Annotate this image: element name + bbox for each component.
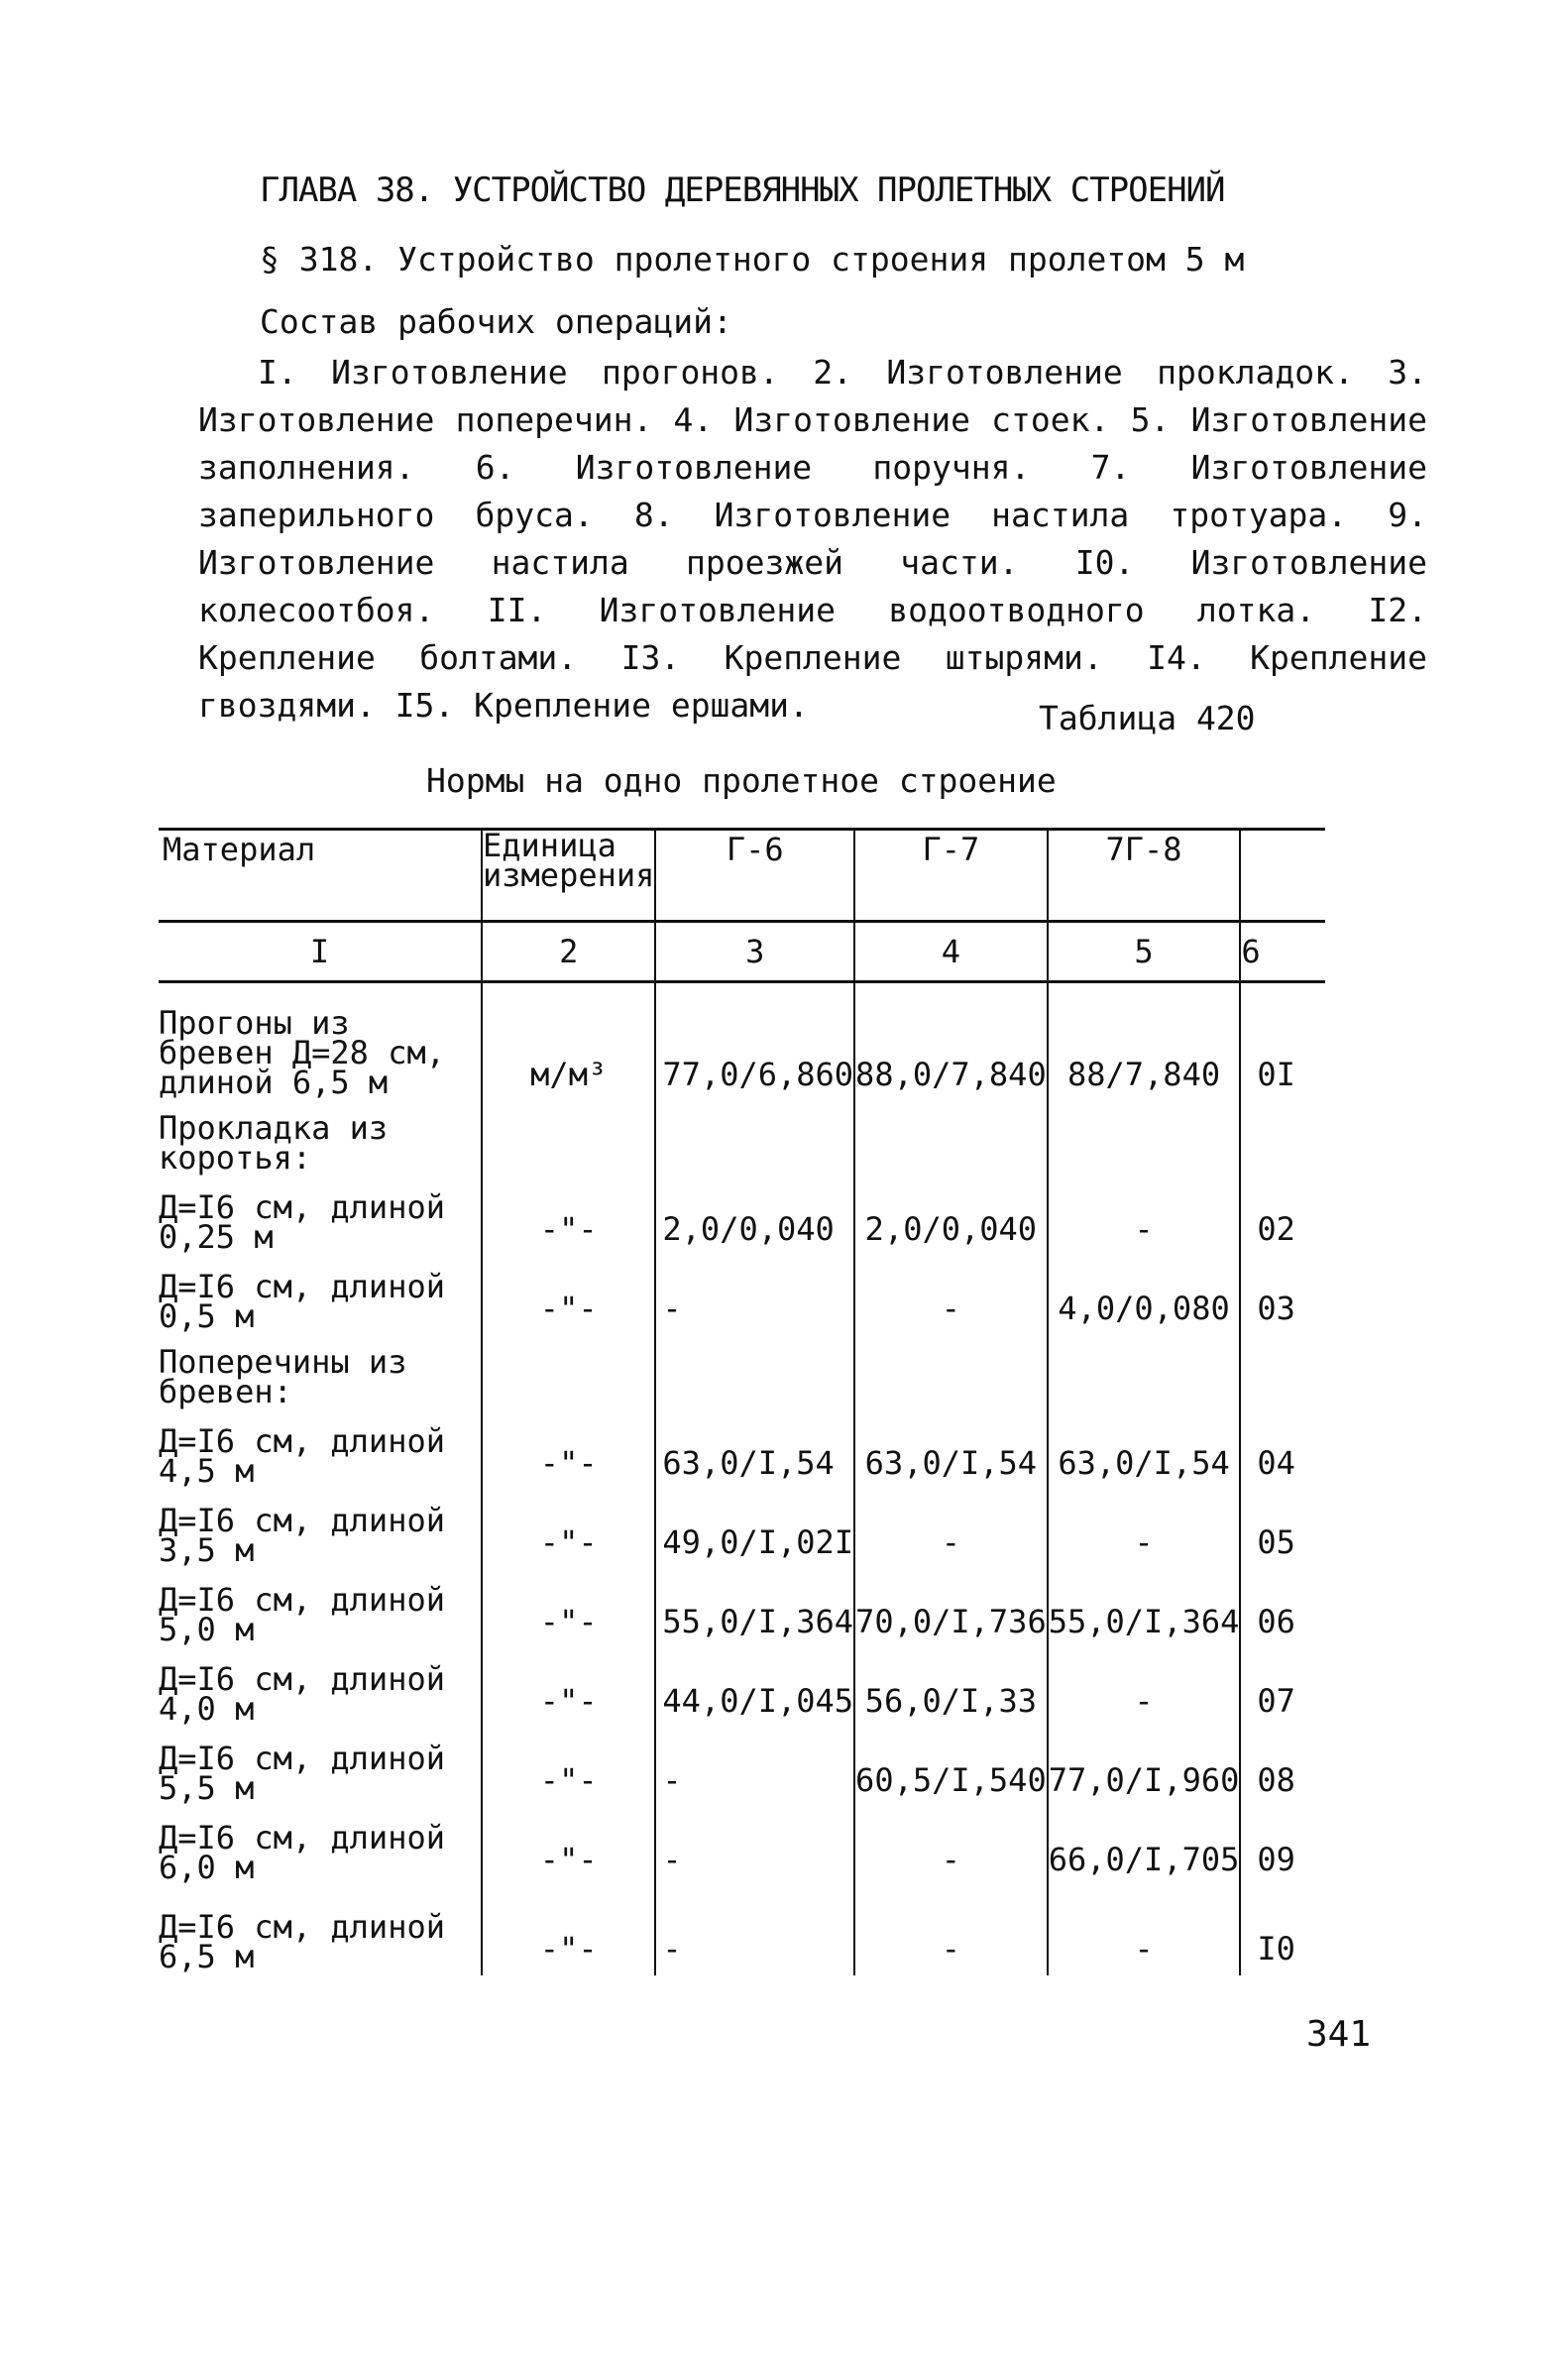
table-row — [159, 1728, 1325, 1807]
cell-g7: - — [854, 1886, 1048, 1975]
col-number-1: I — [159, 922, 482, 982]
cell-unit: м/м³ — [482, 982, 655, 1101]
cell-material: Д=I6 см, длиной 5,0 м — [159, 1580, 445, 1648]
cell-g6 — [655, 1101, 854, 1177]
operations-heading: Состав рабочих операций: — [260, 302, 732, 341]
col-number-3: 3 — [655, 922, 854, 982]
cell-code — [1240, 1101, 1325, 1177]
cell-g6 — [655, 1335, 854, 1410]
cell-material: Прогоны из бревен Д=28 см, длиной 6,5 м — [159, 1003, 445, 1101]
cell-g7: - — [854, 1490, 1048, 1569]
col-number-4: 4 — [854, 922, 1048, 982]
cell-unit: -"- — [482, 1648, 655, 1728]
cell-g6: - — [655, 1886, 854, 1975]
page-number: 341 — [1306, 2014, 1372, 2055]
table-row — [159, 1101, 1325, 1177]
chapter-title: ГЛАВА 38. УСТРОЙСТВО ДЕРЕВЯННЫХ ПРОЛЕТНЫХ СТРОЕНИЙ — [260, 170, 1225, 210]
cell-g7: 70,0/I,736 — [854, 1569, 1048, 1648]
cell-g7: 56,0/I,33 — [854, 1648, 1048, 1728]
cell-unit: -"- — [482, 1886, 655, 1975]
header-g6: Г-6 — [655, 830, 854, 922]
cell-g7: - — [854, 1807, 1048, 1886]
cell-7g8: - — [1048, 1886, 1241, 1975]
cell-g7 — [854, 1335, 1048, 1410]
table-row — [159, 1648, 1325, 1728]
cell-g7: 88,0/7,840 — [854, 982, 1048, 1101]
cell-g6: 44,0/I,045 — [655, 1648, 854, 1728]
table-row — [159, 982, 1325, 1101]
cell-g6: 49,0/I,02I — [655, 1490, 854, 1569]
table-column-numbers-row — [159, 922, 1325, 982]
cell-material: Д=I6 см, длиной 6,0 м — [159, 1818, 445, 1886]
cell-code — [1240, 1335, 1325, 1410]
table-row — [159, 1335, 1325, 1410]
cell-7g8: 66,0/I,705 — [1048, 1807, 1241, 1886]
table-title: Нормы на одно пролетное строение — [426, 761, 1057, 800]
cell-material: Д=I6 см, длиной 3,5 м — [159, 1501, 445, 1569]
cell-g6: - — [655, 1728, 854, 1807]
cell-g7: 2,0/0,040 — [854, 1177, 1048, 1256]
cell-unit: -"- — [482, 1177, 655, 1256]
cell-unit: -"- — [482, 1410, 655, 1490]
header-unit: Единица измерения — [482, 830, 655, 922]
cell-g6: 55,0/I,364 — [655, 1569, 854, 1648]
cell-7g8: - — [1048, 1490, 1241, 1569]
operations-text: I. Изготовление прогонов. 2. Изготовление прокладок. 3. Изготовление поперечин. 4. Изготовление стоек. 5. Изготовление заполнения. 6. Изготовление поручня. 7. Изготовление заперильного бруса. 8. Изготовление настила тротуара. 9. Изготовление настила проезжей части. I0. Изготовление колесоотбоя. II. Изготовление водоотводного лотка. I2. Крепление болтами. I3. Крепление штырями. I4. Крепление гвоздями. I5. Крепление ершами. — [198, 353, 1427, 725]
table-header-row — [159, 830, 1325, 922]
table-number: Таблица 420 — [1039, 699, 1256, 737]
table-row — [159, 1490, 1325, 1569]
header-material: Материал — [159, 830, 482, 922]
cell-7g8: - — [1048, 1648, 1241, 1728]
cell-unit: -"- — [482, 1490, 655, 1569]
cell-code: 08 — [1240, 1728, 1325, 1807]
cell-7g8: 4,0/0,080 — [1048, 1256, 1241, 1335]
table-row — [159, 1410, 1325, 1490]
cell-material: Поперечины из бревен: — [159, 1342, 407, 1410]
cell-unit — [482, 1335, 655, 1410]
header-g7: Г-7 — [854, 830, 1048, 922]
cell-unit: -"- — [482, 1569, 655, 1648]
cell-7g8: 63,0/I,54 — [1048, 1410, 1241, 1490]
cell-code: 03 — [1240, 1256, 1325, 1335]
table-row — [159, 1807, 1325, 1886]
cell-g7: 60,5/I,540 — [854, 1728, 1048, 1807]
cell-7g8 — [1048, 1335, 1241, 1410]
col-number-2: 2 — [482, 922, 655, 982]
cell-material: Д=I6 см, длиной 6,5 м — [159, 1907, 445, 1975]
cell-g6: - — [655, 1807, 854, 1886]
cell-g7: - — [854, 1256, 1048, 1335]
table-row — [159, 1256, 1325, 1335]
table-row — [159, 1886, 1325, 1975]
norms-table-body — [159, 827, 1325, 1975]
cell-material: Д=I6 см, длиной 0,25 м — [159, 1187, 445, 1256]
cell-7g8: 77,0/I,960 — [1048, 1728, 1241, 1807]
cell-code: 09 — [1240, 1807, 1325, 1886]
cell-code: I0 — [1240, 1886, 1325, 1975]
cell-code: 0I — [1240, 982, 1325, 1101]
section-title: § 318. Устройство пролетного строения пролетом 5 м — [260, 240, 1245, 279]
col-number-5: 5 — [1048, 922, 1241, 982]
cell-7g8: 55,0/I,364 — [1048, 1569, 1241, 1648]
cell-unit: -"- — [482, 1728, 655, 1807]
cell-material: Д=I6 см, длиной 0,5 м — [159, 1267, 445, 1335]
cell-g7 — [854, 1101, 1048, 1177]
cell-g6: 63,0/I,54 — [655, 1410, 854, 1490]
cell-unit — [482, 1101, 655, 1177]
cell-g6: 77,0/6,860 — [655, 982, 854, 1101]
col-number-6: 6 — [1240, 922, 1325, 982]
header-code — [1240, 830, 1325, 922]
cell-material: Д=I6 см, длиной 4,5 м — [159, 1421, 445, 1490]
table-row — [159, 1569, 1325, 1648]
cell-code: 07 — [1240, 1648, 1325, 1728]
table-row — [159, 1177, 1325, 1256]
cell-7g8 — [1048, 1101, 1241, 1177]
cell-unit: -"- — [482, 1807, 655, 1886]
cell-7g8: - — [1048, 1177, 1241, 1256]
cell-code: 02 — [1240, 1177, 1325, 1256]
cell-g6: - — [655, 1256, 854, 1335]
cell-code: 05 — [1240, 1490, 1325, 1569]
cell-7g8: 88/7,840 — [1048, 982, 1241, 1101]
cell-code: 06 — [1240, 1569, 1325, 1648]
cell-material: Д=I6 см, длиной 5,5 м — [159, 1739, 445, 1807]
cell-material: Д=I6 см, длиной 4,0 м — [159, 1659, 445, 1728]
cell-g6: 2,0/0,040 — [655, 1177, 854, 1256]
cell-g7: 63,0/I,54 — [854, 1410, 1048, 1490]
cell-material: Прокладка из коротья: — [159, 1108, 389, 1177]
header-7g8: 7Г-8 — [1048, 830, 1241, 922]
cell-unit: -"- — [482, 1256, 655, 1335]
cell-code: 04 — [1240, 1410, 1325, 1490]
norms-table — [159, 828, 1325, 1975]
